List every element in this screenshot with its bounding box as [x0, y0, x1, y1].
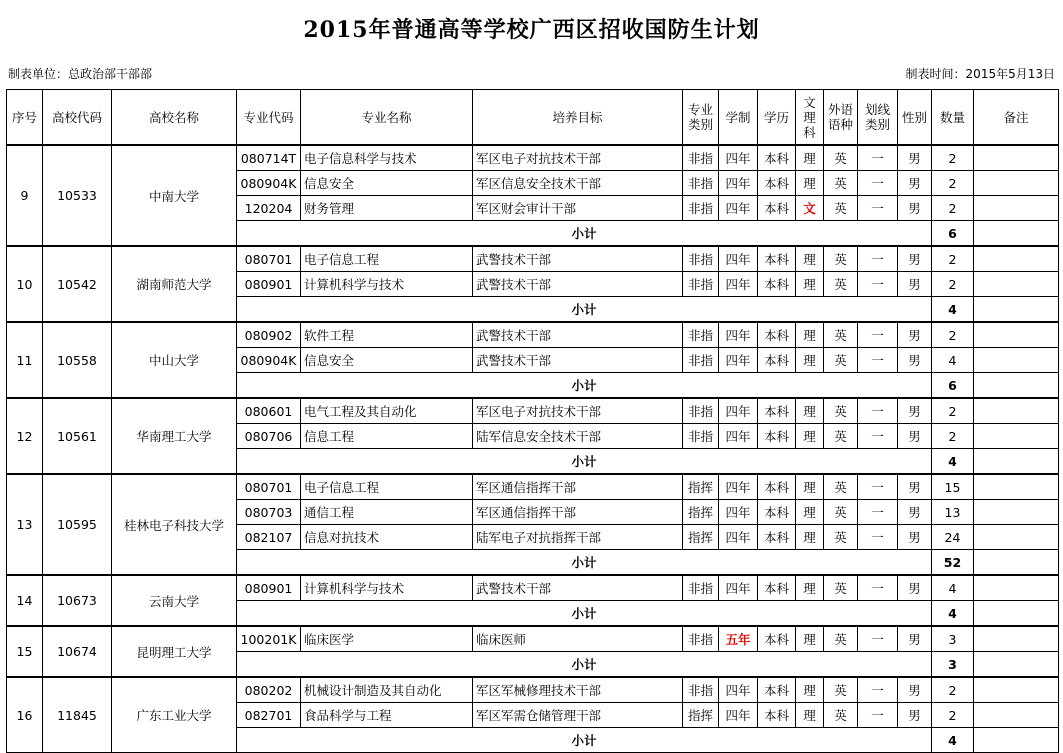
track-cell: 理	[796, 525, 824, 550]
remarks-cell	[974, 348, 1059, 373]
seq-cell: 16	[7, 677, 43, 753]
major-name-cell: 电气工程及其自动化	[301, 398, 473, 424]
major-type-cell: 非指	[683, 246, 719, 272]
training-goal-cell: 陆军信息安全技术干部	[473, 424, 683, 449]
quantity-cell: 24	[932, 525, 974, 550]
degree-cell: 本科	[758, 424, 796, 449]
header-sex: 性别	[898, 90, 932, 146]
major-name-cell: 机械设计制造及其自动化	[301, 677, 473, 703]
major-code-cell: 080904K	[237, 171, 301, 196]
degree-cell: 本科	[758, 474, 796, 500]
language-cell: 英	[824, 348, 858, 373]
school-code-cell: 10542	[43, 246, 112, 322]
training-goal-cell: 军区通信指挥干部	[473, 474, 683, 500]
language-cell: 英	[824, 626, 858, 652]
degree-cell: 本科	[758, 348, 796, 373]
training-goal-cell: 武警技术干部	[473, 322, 683, 348]
table-row	[7, 474, 1059, 500]
table-row	[7, 575, 1059, 601]
major-code-cell: 100201K	[237, 626, 301, 652]
major-name-cell: 临床医学	[301, 626, 473, 652]
header-remarks: 备注	[974, 90, 1059, 146]
remarks-cell	[974, 145, 1059, 171]
major-name-cell: 信息安全	[301, 171, 473, 196]
major-code-cell: 120204	[237, 196, 301, 221]
line-category-cell: 一	[858, 272, 898, 297]
school-name-cell: 华南理工大学	[112, 398, 237, 474]
line-category-cell: 一	[858, 677, 898, 703]
header-row	[7, 90, 1059, 146]
remarks-cell	[974, 500, 1059, 525]
school-name-cell: 云南大学	[112, 575, 237, 626]
language-cell: 英	[824, 500, 858, 525]
track-cell: 理	[796, 246, 824, 272]
quantity-cell: 2	[932, 246, 974, 272]
track-cell: 文	[796, 196, 824, 221]
page-title: 2015年普通高等学校广西区招收国防生计划	[303, 17, 760, 43]
school-code-cell: 10595	[43, 474, 112, 575]
years-cell: 四年	[719, 424, 758, 449]
table-row	[7, 246, 1059, 272]
language-cell: 英	[824, 398, 858, 424]
line-category-cell: 一	[858, 171, 898, 196]
header-language: 外语语种	[824, 90, 858, 146]
major-name-cell: 信息安全	[301, 348, 473, 373]
school-name-cell: 昆明理工大学	[112, 626, 237, 677]
quantity-cell: 4	[932, 348, 974, 373]
track-cell: 理	[796, 500, 824, 525]
school-code-cell: 10561	[43, 398, 112, 474]
major-name-cell: 计算机科学与技术	[301, 272, 473, 297]
quantity-cell: 4	[932, 575, 974, 601]
subtotal-quantity: 4	[932, 297, 974, 323]
header-years: 学制	[719, 90, 758, 146]
line-category-cell: 一	[858, 424, 898, 449]
track-cell: 理	[796, 703, 824, 728]
degree-cell: 本科	[758, 322, 796, 348]
major-name-cell: 信息工程	[301, 424, 473, 449]
subtotal-label: 小计	[237, 728, 932, 753]
table-row	[7, 398, 1059, 424]
years-cell: 四年	[719, 525, 758, 550]
school-code-cell: 10674	[43, 626, 112, 677]
subtotal-quantity: 4	[932, 728, 974, 753]
major-type-cell: 非指	[683, 626, 719, 652]
major-code-cell: 080701	[237, 474, 301, 500]
subtotal-label: 小计	[237, 449, 932, 475]
remarks-cell	[974, 272, 1059, 297]
training-goal-cell: 军区通信指挥干部	[473, 500, 683, 525]
school-name-cell: 广东工业大学	[112, 677, 237, 753]
line-category-cell: 一	[858, 145, 898, 171]
training-goal-cell: 陆军电子对抗指挥干部	[473, 525, 683, 550]
years-cell: 四年	[719, 703, 758, 728]
major-code-cell: 080601	[237, 398, 301, 424]
header-school-code: 高校代码	[43, 90, 112, 146]
language-cell: 英	[824, 677, 858, 703]
school-code-cell: 11845	[43, 677, 112, 753]
subtotal-label: 小计	[237, 601, 932, 627]
quantity-cell: 2	[932, 703, 974, 728]
training-goal-cell: 武警技术干部	[473, 348, 683, 373]
header-major-name: 专业名称	[301, 90, 473, 146]
years-cell: 四年	[719, 575, 758, 601]
track-cell: 理	[796, 575, 824, 601]
subtotal-label: 小计	[237, 550, 932, 576]
remarks-cell	[974, 601, 1059, 627]
years-cell: 四年	[719, 196, 758, 221]
major-code-cell: 080904K	[237, 348, 301, 373]
line-category-cell: 一	[858, 398, 898, 424]
subtotal-quantity: 3	[932, 652, 974, 678]
subtotal-quantity: 52	[932, 550, 974, 576]
training-goal-cell: 军区军械修理技术干部	[473, 677, 683, 703]
seq-cell: 12	[7, 398, 43, 474]
header-quantity: 数量	[932, 90, 974, 146]
major-name-cell: 软件工程	[301, 322, 473, 348]
quantity-cell: 2	[932, 196, 974, 221]
seq-cell: 10	[7, 246, 43, 322]
quantity-cell: 2	[932, 322, 974, 348]
sex-cell: 男	[898, 703, 932, 728]
major-type-cell: 非指	[683, 322, 719, 348]
remarks-cell	[974, 652, 1059, 678]
school-code-cell: 10558	[43, 322, 112, 398]
major-name-cell: 电子信息工程	[301, 246, 473, 272]
degree-cell: 本科	[758, 703, 796, 728]
header-major-type: 专业类别	[683, 90, 719, 146]
remarks-cell	[974, 297, 1059, 323]
degree-cell: 本科	[758, 145, 796, 171]
school-code-cell: 10673	[43, 575, 112, 626]
remarks-cell	[974, 677, 1059, 703]
major-name-cell: 电子信息工程	[301, 474, 473, 500]
training-goal-cell: 军区信息安全技术干部	[473, 171, 683, 196]
training-goal-cell: 军区军需仓储管理干部	[473, 703, 683, 728]
line-category-cell: 一	[858, 500, 898, 525]
header-line-category: 划线类别	[858, 90, 898, 146]
sex-cell: 男	[898, 272, 932, 297]
major-name-cell: 信息对抗技术	[301, 525, 473, 550]
remarks-cell	[974, 322, 1059, 348]
language-cell: 英	[824, 171, 858, 196]
language-cell: 英	[824, 196, 858, 221]
seq-cell: 14	[7, 575, 43, 626]
degree-cell: 本科	[758, 398, 796, 424]
years-cell: 四年	[719, 500, 758, 525]
sex-cell: 男	[898, 171, 932, 196]
header-major-code: 专业代码	[237, 90, 301, 146]
track-cell: 理	[796, 322, 824, 348]
training-goal-cell: 军区电子对抗技术干部	[473, 145, 683, 171]
sex-cell: 男	[898, 398, 932, 424]
sex-cell: 男	[898, 322, 932, 348]
sex-cell: 男	[898, 525, 932, 550]
remarks-cell	[974, 474, 1059, 500]
remarks-cell	[974, 171, 1059, 196]
remarks-cell	[974, 525, 1059, 550]
sex-cell: 男	[898, 145, 932, 171]
language-cell: 英	[824, 525, 858, 550]
table-row	[7, 145, 1059, 171]
header-track: 文理科	[796, 90, 824, 146]
degree-cell: 本科	[758, 626, 796, 652]
subtotal-quantity: 4	[932, 601, 974, 627]
issuing-unit: 制表单位：总政治部干部部	[8, 67, 153, 81]
remarks-cell	[974, 424, 1059, 449]
language-cell: 英	[824, 145, 858, 171]
table-body	[7, 145, 1059, 753]
major-code-cell: 080901	[237, 272, 301, 297]
subtotal-label: 小计	[237, 373, 932, 399]
degree-cell: 本科	[758, 196, 796, 221]
track-cell: 理	[796, 145, 824, 171]
subtotal-quantity: 6	[932, 373, 974, 399]
major-name-cell: 通信工程	[301, 500, 473, 525]
line-category-cell: 一	[858, 246, 898, 272]
issue-date: 制表时间：2015年5月13日	[905, 67, 1055, 81]
remarks-cell	[974, 550, 1059, 576]
sex-cell: 男	[898, 626, 932, 652]
major-name-cell: 计算机科学与技术	[301, 575, 473, 601]
major-name-cell: 财务管理	[301, 196, 473, 221]
sex-cell: 男	[898, 575, 932, 601]
track-cell: 理	[796, 348, 824, 373]
school-name-cell: 中南大学	[112, 145, 237, 246]
subtotal-label: 小计	[237, 652, 932, 678]
sex-cell: 男	[898, 424, 932, 449]
track-cell: 理	[796, 626, 824, 652]
header-seq: 序号	[7, 90, 43, 146]
subtotal-quantity: 6	[932, 221, 974, 247]
language-cell: 英	[824, 575, 858, 601]
major-name-cell: 电子信息科学与技术	[301, 145, 473, 171]
major-type-cell: 非指	[683, 171, 719, 196]
school-name-cell: 中山大学	[112, 322, 237, 398]
header-school-name: 高校名称	[112, 90, 237, 146]
line-category-cell: 一	[858, 322, 898, 348]
enrollment-plan-table	[6, 89, 1059, 753]
line-category-cell: 一	[858, 575, 898, 601]
remarks-cell	[974, 373, 1059, 399]
line-category-cell: 一	[858, 196, 898, 221]
major-type-cell: 非指	[683, 196, 719, 221]
major-type-cell: 指挥	[683, 525, 719, 550]
degree-cell: 本科	[758, 272, 796, 297]
training-goal-cell: 军区财会审计干部	[473, 196, 683, 221]
track-cell: 理	[796, 171, 824, 196]
remarks-cell	[974, 626, 1059, 652]
years-cell: 四年	[719, 246, 758, 272]
quantity-cell: 13	[932, 500, 974, 525]
major-code-cell: 080902	[237, 322, 301, 348]
remarks-cell	[974, 449, 1059, 475]
major-name-cell: 食品科学与工程	[301, 703, 473, 728]
sex-cell: 男	[898, 196, 932, 221]
degree-cell: 本科	[758, 525, 796, 550]
table-row	[7, 677, 1059, 703]
years-cell: 四年	[719, 677, 758, 703]
major-code-cell: 082701	[237, 703, 301, 728]
seq-cell: 9	[7, 145, 43, 246]
remarks-cell	[974, 398, 1059, 424]
major-type-cell: 指挥	[683, 500, 719, 525]
language-cell: 英	[824, 246, 858, 272]
language-cell: 英	[824, 474, 858, 500]
line-category-cell: 一	[858, 348, 898, 373]
table-row	[7, 322, 1059, 348]
school-code-cell: 10533	[43, 145, 112, 246]
years-cell: 四年	[719, 171, 758, 196]
major-type-cell: 非指	[683, 145, 719, 171]
line-category-cell: 一	[858, 703, 898, 728]
major-code-cell: 080202	[237, 677, 301, 703]
sex-cell: 男	[898, 474, 932, 500]
degree-cell: 本科	[758, 575, 796, 601]
years-cell: 四年	[719, 322, 758, 348]
training-goal-cell: 武警技术干部	[473, 246, 683, 272]
training-goal-cell: 临床医师	[473, 626, 683, 652]
quantity-cell: 2	[932, 398, 974, 424]
language-cell: 英	[824, 272, 858, 297]
years-cell: 四年	[719, 398, 758, 424]
line-category-cell: 一	[858, 525, 898, 550]
remarks-cell	[974, 246, 1059, 272]
major-type-cell: 指挥	[683, 474, 719, 500]
track-cell: 理	[796, 474, 824, 500]
years-cell: 五年	[719, 626, 758, 652]
major-type-cell: 非指	[683, 424, 719, 449]
remarks-cell	[974, 196, 1059, 221]
sex-cell: 男	[898, 246, 932, 272]
major-code-cell: 080701	[237, 246, 301, 272]
quantity-cell: 2	[932, 171, 974, 196]
major-code-cell: 080703	[237, 500, 301, 525]
remarks-cell	[974, 221, 1059, 247]
table-row	[7, 626, 1059, 652]
subtotal-label: 小计	[237, 297, 932, 323]
training-goal-cell: 军区电子对抗技术干部	[473, 398, 683, 424]
years-cell: 四年	[719, 348, 758, 373]
major-type-cell: 非指	[683, 575, 719, 601]
major-code-cell: 080901	[237, 575, 301, 601]
language-cell: 英	[824, 424, 858, 449]
quantity-cell: 2	[932, 424, 974, 449]
language-cell: 英	[824, 703, 858, 728]
degree-cell: 本科	[758, 677, 796, 703]
major-code-cell: 080714T	[237, 145, 301, 171]
language-cell: 英	[824, 322, 858, 348]
line-category-cell: 一	[858, 474, 898, 500]
school-name-cell: 桂林电子科技大学	[112, 474, 237, 575]
years-cell: 四年	[719, 474, 758, 500]
header-degree: 学历	[758, 90, 796, 146]
major-code-cell: 082107	[237, 525, 301, 550]
major-type-cell: 非指	[683, 272, 719, 297]
quantity-cell: 2	[932, 145, 974, 171]
remarks-cell	[974, 703, 1059, 728]
sex-cell: 男	[898, 677, 932, 703]
degree-cell: 本科	[758, 246, 796, 272]
remarks-cell	[974, 575, 1059, 601]
seq-cell: 13	[7, 474, 43, 575]
degree-cell: 本科	[758, 171, 796, 196]
sex-cell: 男	[898, 500, 932, 525]
track-cell: 理	[796, 677, 824, 703]
sex-cell: 男	[898, 348, 932, 373]
track-cell: 理	[796, 424, 824, 449]
major-type-cell: 非指	[683, 398, 719, 424]
major-code-cell: 080706	[237, 424, 301, 449]
subtotal-quantity: 4	[932, 449, 974, 475]
major-type-cell: 非指	[683, 677, 719, 703]
seq-cell: 15	[7, 626, 43, 677]
quantity-cell: 2	[932, 272, 974, 297]
quantity-cell: 15	[932, 474, 974, 500]
training-goal-cell: 武警技术干部	[473, 575, 683, 601]
quantity-cell: 2	[932, 677, 974, 703]
years-cell: 四年	[719, 272, 758, 297]
years-cell: 四年	[719, 145, 758, 171]
school-name-cell: 湖南师范大学	[112, 246, 237, 322]
subtotal-label: 小计	[237, 221, 932, 247]
header-training-goal: 培养目标	[473, 90, 683, 146]
major-type-cell: 非指	[683, 348, 719, 373]
line-category-cell: 一	[858, 626, 898, 652]
training-goal-cell: 武警技术干部	[473, 272, 683, 297]
track-cell: 理	[796, 272, 824, 297]
quantity-cell: 3	[932, 626, 974, 652]
track-cell: 理	[796, 398, 824, 424]
degree-cell: 本科	[758, 500, 796, 525]
major-type-cell: 指挥	[683, 703, 719, 728]
seq-cell: 11	[7, 322, 43, 398]
remarks-cell	[974, 728, 1059, 753]
